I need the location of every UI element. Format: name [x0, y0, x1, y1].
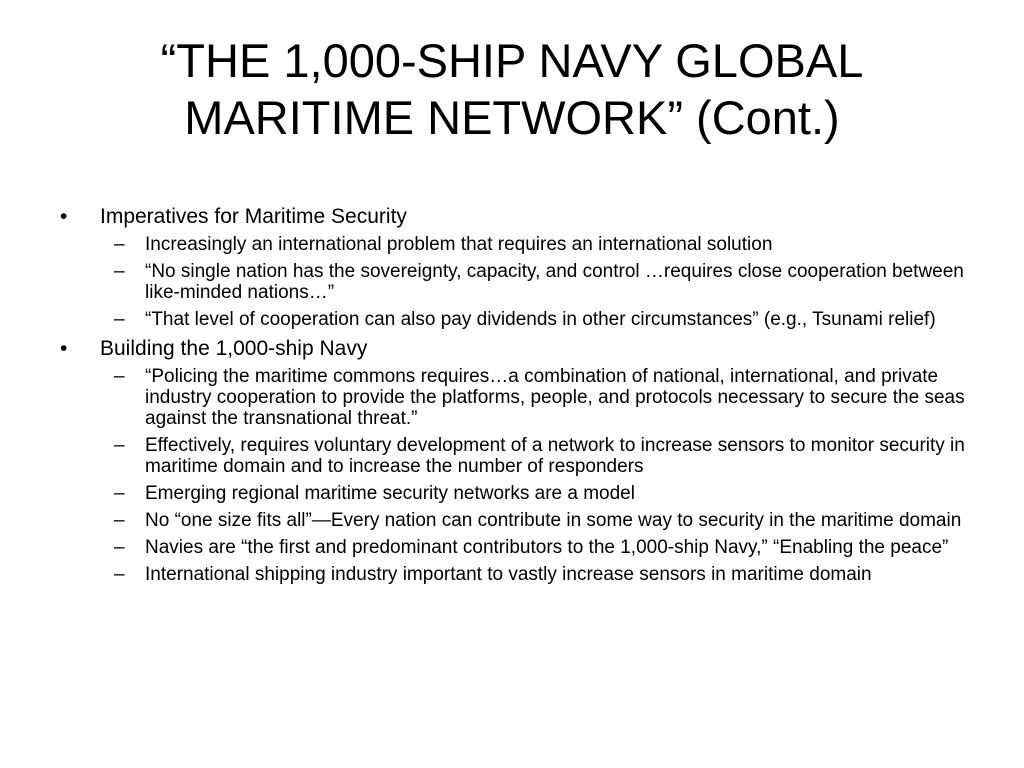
sub-bullet-marker: – [114, 309, 125, 330]
sub-bullet-text: Increasingly an international problem that requires an international solution [145, 234, 773, 255]
sub-bullet [56, 366, 966, 429]
slide-title [40, 32, 984, 146]
sub-bullet-text: Navies are “the first and predominant contributors to the 1,000-ship Navy,” “Enabling the peace” [145, 537, 949, 558]
sub-bullet-marker: – [114, 483, 125, 504]
sub-bullet-marker: – [114, 564, 125, 585]
slide-title-line-2: MARITIME NETWORK” (Cont.) [184, 91, 840, 144]
sub-bullet [56, 261, 966, 303]
sub-bullet [56, 309, 966, 330]
bullet-building [56, 336, 966, 362]
sub-bullet [56, 510, 966, 531]
sub-list-building [56, 366, 966, 585]
sub-bullet-text: “Policing the maritime commons requires…a combination of national, international, and private industry cooperation to provide the platforms, people, and protocols necessary to secure the seas against the transnational threat.” [145, 366, 965, 429]
sub-bullet-text: Effectively, requires voluntary development of a network to increase sensors to monitor security in maritime domain and to increase the number of responders [145, 435, 965, 477]
slide-title-line-1: “THE 1,000-SHIP NAVY GLOBAL [160, 34, 864, 87]
bullet-marker: • [60, 205, 68, 228]
sub-bullet [56, 564, 966, 585]
sub-bullet-text: “That level of cooperation can also pay dividends in other circumstances” (e.g., Tsunami relief) [145, 309, 936, 330]
sub-bullet [56, 234, 966, 255]
sub-bullet [56, 537, 966, 558]
sub-bullet-marker: – [114, 366, 125, 387]
sub-bullet-text: Emerging regional maritime security networks are a model [145, 483, 635, 504]
sub-bullet-marker: – [114, 234, 125, 255]
slide-body [56, 204, 966, 591]
bullet-imperatives [56, 204, 966, 230]
sub-bullet-marker: – [114, 510, 125, 531]
sub-bullet-marker: – [114, 261, 125, 282]
sub-bullet-text: “No single nation has the sovereignty, capacity, and control …requires close cooperation between like-minded nations…” [145, 261, 964, 303]
sub-bullet [56, 435, 966, 477]
bullet-heading: Imperatives for Maritime Security [100, 205, 407, 228]
sub-list-imperatives [56, 234, 966, 330]
sub-bullet-marker: – [114, 435, 125, 456]
bullet-heading: Building the 1,000-ship Navy [100, 337, 368, 360]
sub-bullet-text: International shipping industry important to vastly increase sensors in maritime domain [145, 564, 872, 585]
bullet-marker: • [60, 337, 68, 360]
sub-bullet-marker: – [114, 537, 125, 558]
sub-bullet [56, 483, 966, 504]
sub-bullet-text: No “one size fits all”—Every nation can contribute in some way to security in the maritime domain [145, 510, 962, 531]
